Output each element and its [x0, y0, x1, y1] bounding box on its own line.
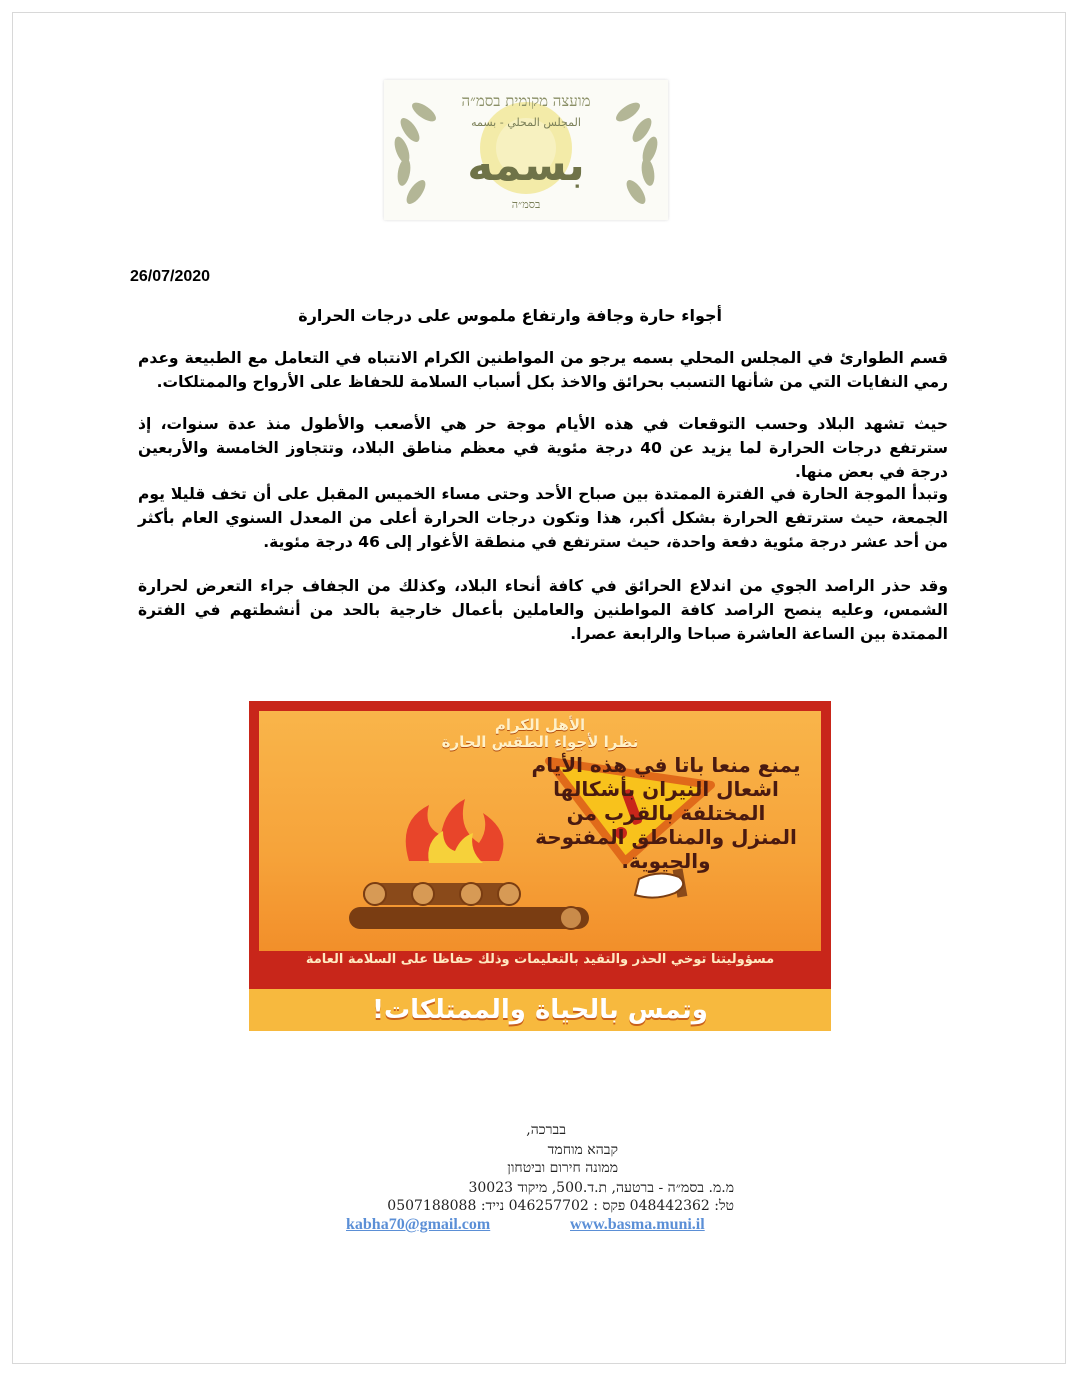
poster-band: وتمس بالحياة والممتلكات!	[249, 989, 831, 1031]
signature-name: קבהא מוחמד	[547, 1142, 618, 1158]
contact-links	[346, 1216, 734, 1236]
poster-subheading: نظرا لأجواء الطقس الحارة	[441, 733, 639, 751]
document-date: 26/07/2020	[130, 268, 211, 285]
laurel-wreath-emblem-icon	[384, 80, 668, 220]
poster-greeting: الأهل الكرام	[494, 716, 586, 734]
signature-phones: טל: 048442362 פקס : 046257702 נייד: 0507188088	[387, 1198, 734, 1214]
svg-text:בסמ״ה: בסמ״ה	[511, 198, 541, 211]
poster-background	[259, 711, 821, 951]
signature-role: ממונה חירום וביטחון	[507, 1160, 618, 1176]
svg-text:מועצה מקומית בסמ״ה: מועצה מקומית בסמ״ה	[461, 92, 591, 110]
poster-footer-text: مسؤوليتنا توخي الحذر والتقيد بالتعليمات وذلك حفاظا على السلامة العامة	[305, 952, 775, 967]
email-link[interactable]: kabha70@gmail.com	[346, 1216, 491, 1233]
poster-main-message: يمنع منعا باتا في هذه الأيام اشعال النيران بأشكالها المختلفة بالقرب من المنزل والمناطق المفتوحة والحيوية.	[531, 753, 801, 873]
council-logo	[384, 80, 668, 220]
fire-warning-poster	[249, 701, 831, 1031]
paragraph-2: حيث تشهد البلاد وحسب التوقعات في هذه الأيام موجة حر هي الأصعب والأطول منذ عدة سنوات، إذ سترتفع درجات الحرارة لما يزيد عن 40 درجة مئوية في معظم مناطق البلاد، وتتجاوز الخامسة والأربعين درجة في بعض منها.	[138, 415, 948, 481]
svg-text:المجلس المحلي - بسمه: المجلس المحلي - بسمه	[471, 116, 581, 129]
paragraph-3: وتبدأ الموجة الحارة في الفترة الممتدة بين صباح الأحد وحتى مساء الخميس المقبل على أن تخف قليلا يوم الجمعة، حيث سترتفع الحرارة بشكل أكبر، هذا وتكون درجات الحرارة أعلى من المعدل السنوي العام بأكثر من أحد عشر درجة مئوية دفعة واحدة، حيث سترتفع في منطقة الأغوار إلى 46 درجة مئوية.	[138, 485, 948, 551]
signature-greeting: בברכה,	[526, 1122, 566, 1138]
svg-text:بسمه: بسمه	[467, 140, 585, 191]
paragraph-4: وقد حذر الراصد الجوي من اندلاع الحرائق في كافة أنحاء البلاد، وكذلك من الجفاف جراء التعرض لحرارة الشمس، وعليه ينصح الراصد كافة المواطنين والعاملين بأعمال خارجية بالحد من أنشطتهم في الفترة الممتدة بين الساعة العاشرة صباحا والرابعة عصرا.	[138, 577, 948, 643]
paragraph-1: قسم الطوارئ في المجلس المحلي بسمه يرجو من المواطنين الكرام الانتباه في التعامل مع الطبيعة وعدم رمي النفايات التي من شأنها التسبب بحرائق والاخذ بكل أسباب السلامة للحفاظ على الأرواح والممتلكات.	[138, 349, 948, 391]
signature-address: מ.מ. בסמ״ה - ברטעה, ת.ד.500, מיקוד 30023	[468, 1180, 734, 1196]
website-link[interactable]: www.basma.muni.il	[570, 1216, 705, 1233]
document-title: أجواء حارة وجافة وارتفاع ملموس على درجات الحرارة	[298, 306, 722, 325]
